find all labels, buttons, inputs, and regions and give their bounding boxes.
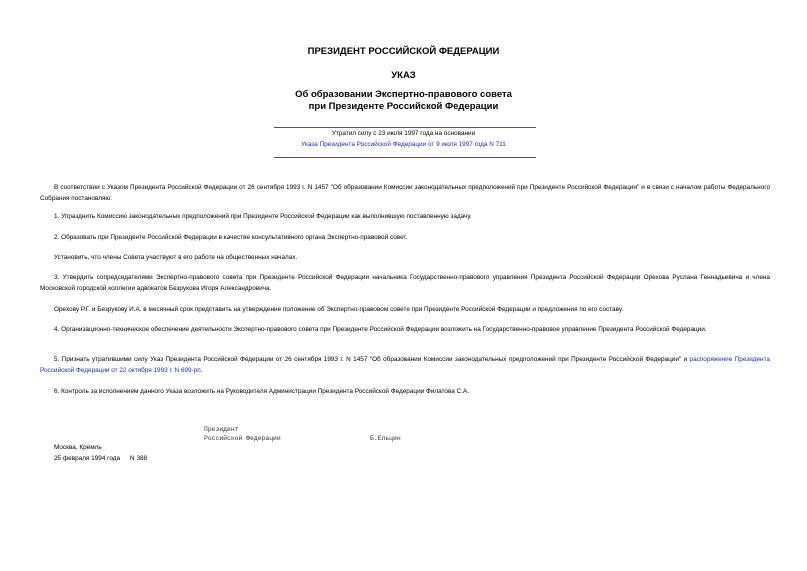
signing-date-row	[54, 455, 147, 462]
clause-2-note: Установить, что члены Совета участвуют в его работе на общественных началах.	[54, 254, 298, 261]
document-type: УКАЗ	[391, 70, 416, 81]
status-notice: Утратил силу с 23 июля 1997 года на основании	[331, 130, 476, 137]
signatory-role-line1: Президент	[204, 426, 239, 433]
decree-subject-line2: при Президенте Российской Федерации	[308, 101, 499, 112]
clause-3: 3. Утвердить сопредседателями Экспертно-правового совета при Президенте Российской Федерации начальника Государственно-правового управления Президента Российской Федерации Орехова Руслана Геннадьевича и члена Московской городской коллегии адвокатов Безрукова Игоря Александровича.	[40, 274, 770, 292]
clause-5	[40, 354, 770, 376]
clause-2: 2. Образовать при Президенте Российской Федерации в качестве консультативного органа Экспертно-правовой совет.	[54, 234, 408, 241]
repealed-order-link[interactable]: распоряжение Президента Российской Федерации от 22 октября 1993 г. N 699-рп	[40, 356, 770, 374]
signing-place: Москва, Кремль	[54, 444, 102, 451]
repealing-decree-link[interactable]: Указа Президента Российской Федерации от 9 июля 1997 года N 711	[301, 141, 506, 148]
clause-4: 4. Организационно-техническое обеспечение деятельности Экспертно-правового совета при Президенте Российской Федерации возложить на Государственно-правовое управление Президента Российской Федерации.	[54, 326, 707, 333]
preamble-paragraph: В соответствии с Указом Президента Российской Федерации от 26 сентября 1993 г. N 1457 "Об образовании Комиссии законодательных предположений при Президенте Российской Федерации" и в связи с началом работы Федерального Собрания постановляю:	[40, 184, 770, 202]
clause-5-text: 5. Признать утратившими силу Указ Президента Российской Федерации от 26 сентября 1993 г. N 1457 "Об образовании Комиссии законодательных предположений при Президенте Российской Федерации" и	[54, 356, 690, 363]
signatory-name: Б.Ельцин	[370, 435, 401, 442]
signatory-role-line2: Российской Федерации	[204, 435, 281, 442]
clause-5-end: .	[200, 367, 203, 374]
signing-date: 25 февраля 1994 года	[54, 455, 121, 462]
decree-subject-line1: Об образовании Экспертно-правового совета	[295, 89, 512, 100]
decree-number: N 388	[130, 455, 148, 462]
clause-6: 6. Контроль за исполнением данного Указа возложить на Руководителя Администрации Президента Российской Федерации Филатова С.А.	[54, 388, 470, 395]
decree-subject	[0, 89, 807, 113]
clause-1: 1. Упразднить Комиссию законодательных предположений при Президенте Российской Федерации как выполнившую поставленную задачу.	[54, 213, 472, 220]
issuer-title: ПРЕЗИДЕНТ РОССИЙСКОЙ ФЕДЕРАЦИИ	[307, 46, 500, 57]
divider-bottom	[274, 157, 536, 158]
divider-top	[274, 127, 536, 128]
clause-3-note: Орехову Р.Г. и Безрукову И.А. в месячный срок представить на утверждение положение об Экспертно-правовом совете при Президенте Российской Федерации и предложения по его составу.	[54, 306, 624, 313]
status-notice-link-row	[0, 141, 807, 148]
